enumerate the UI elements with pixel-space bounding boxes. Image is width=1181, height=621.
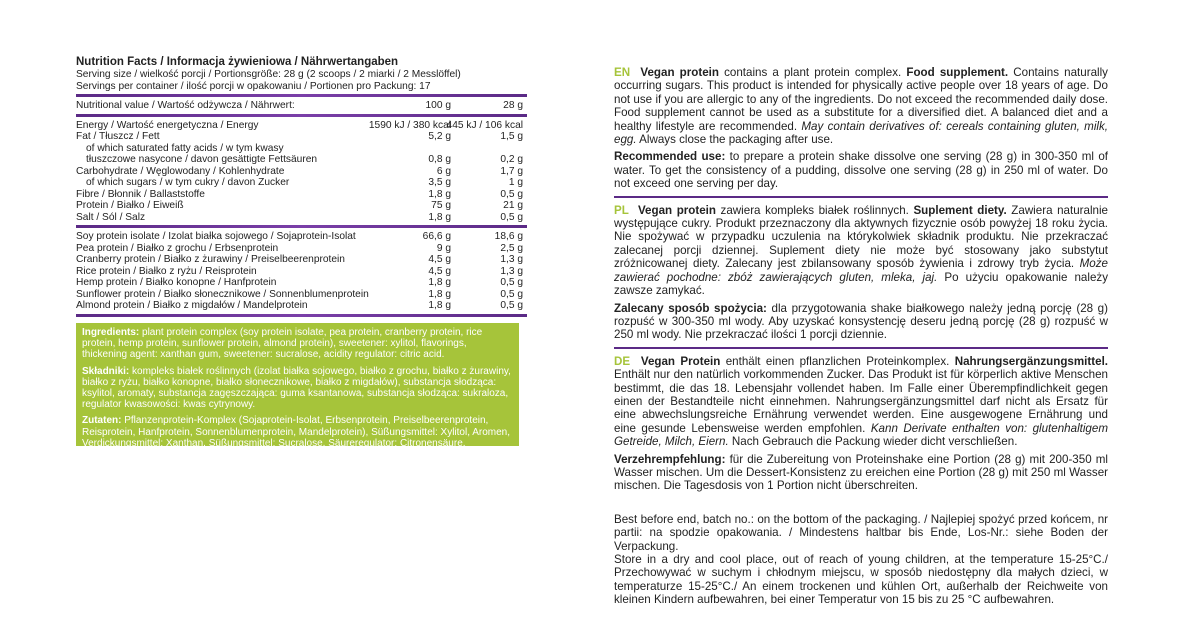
divider	[76, 314, 527, 317]
row-col1: 75 g	[431, 200, 451, 211]
desc-text: Nach Gebrauch die Packung wieder dicht verschließen.	[728, 435, 1018, 449]
pl-description	[614, 204, 1108, 298]
ingredients-pl-text: kompleks białek roślinnych (izolat białka sojowego, białko z grochu, białko z żurawiny, białko z ryżu, białko konopne, białko słonecznikowe, białko z migdałów), substancja słodząca: ksylitol, aromaty, substancja zagęszczająca: guma ksantanowa, substancja słodząca: sukraloza, regulator kwasowości: kwas cytrynowy.	[82, 365, 511, 411]
ingredients-pl	[82, 366, 513, 411]
row-label: Carbohydrate / Węglowodany / Kohlenhydrate	[76, 165, 285, 177]
table-row	[76, 189, 527, 201]
header-col2: 28 g	[503, 100, 523, 111]
nutrition-facts	[76, 56, 527, 320]
row-label: Cranberry protein / Białko z żurawiny / Preiselbeerenprotein	[76, 254, 345, 265]
ingredients-de	[82, 415, 513, 449]
row-col1: 9 g	[436, 242, 451, 254]
use-text: to prepare a protein shake dissolve one serving (28 g) in 300-350 ml of water. To get the consistency of a pudding, dissolve one serving (28 g) in 250 ml of water. Do not exceed one serving per day.	[614, 150, 1108, 191]
row-col2: 445 kJ / 106 kcal	[446, 119, 523, 131]
ingredients-de-label: Zutaten:	[82, 415, 122, 427]
row-col1: 66,6 g	[422, 231, 451, 242]
row-col2: 0,2 g	[500, 154, 523, 165]
table-row	[76, 243, 527, 255]
desc-text: Enthält nur den natürlich vorkommenden Zucker. Das Produkt ist für körperlich aktive Menschen bestimmt, die das 18. Lebensjahr vollendet haben. Im Falle einer Überempfindlichkeit gegen einen der Bestandteile nicht einnehmen. Nahrungsergänzungsmittel darf nicht als Ersatz für eine abwechslungsreiche Ernährung verwendet werden. Eine ausgewogene Ernährung und eine gesunde Lebensweise werden empfohlen.	[614, 368, 1108, 435]
row-label: Sunflower protein / Białko słonecznikowe / Sonnenblumenprotein	[76, 288, 369, 300]
supplement-label: Suplement diety.	[913, 203, 1007, 217]
desc-text: Po użyciu opakowanie należy zawsze zamykać.	[614, 270, 1108, 298]
divider	[76, 114, 527, 117]
ingredients-de-text: Pflanzenprotein-Komplex (Sojaprotein-Isolat, Erbsenprotein, Preiselbeerenprotein, Reisprotein, Hanfprotein, Sonnenblumenprotein, Mandelprotein), Süßungsmittel: Xylitol, Aromen, Verdickungsmittel: Xanthan, Süßungsmittel: Sucralose, Säureregulator: Citronensäure.	[82, 415, 511, 449]
row-label: Salt / Sól / Salz	[76, 211, 146, 223]
nutrition-title: Nutrition Facts / Informacja żywieniowa / Nährwertangaben	[76, 56, 399, 68]
row-col2: 1,5 g	[500, 131, 523, 142]
row-col2: 0,5 g	[500, 288, 523, 300]
lang-code-de: DE	[614, 354, 631, 368]
table-row	[76, 154, 527, 166]
supplement-label: Nahrungsergänzungsmittel.	[954, 354, 1109, 368]
product-name: Vegan Protein	[640, 354, 721, 368]
row-label: Rice protein / Białko z ryżu / Reisprotein	[76, 265, 257, 277]
row-col2: 0,5 g	[500, 211, 523, 223]
table-row	[76, 200, 527, 212]
row-col2: 18,6 g	[494, 231, 523, 242]
lang-code-pl: PL	[614, 203, 629, 217]
desc-text: zawiera kompleks białek roślinnych.	[715, 203, 914, 217]
row-col1: 1,8 g	[428, 211, 451, 223]
table-row	[76, 120, 527, 132]
row-label: of which sugars / w tym cukry / davon Zucker	[86, 177, 290, 188]
table-row	[76, 131, 527, 143]
use-text: dla przygotowania shake białkowego należy jedną porcję (28 g) rozpuść w 300-350 ml wody. Aby uzyskać konsystencję deseru jedną porcję (28 g) rozpuść w 250 ml wody. Nie przekraczać ilości 1 porcji dziennie.	[614, 301, 1108, 342]
row-label: Fibre / Błonnik / Ballaststoffe	[76, 188, 205, 200]
row-label: Almond protein / Białko z migdałów / Mandelprotein	[76, 300, 308, 311]
supplement-label: Food supplement.	[906, 66, 1009, 79]
row-col2: 0,5 g	[500, 188, 523, 200]
divider	[76, 94, 527, 97]
row-col1: 6 g	[436, 165, 451, 177]
ingredients-en	[82, 327, 513, 361]
product-name: Vegan protein	[637, 203, 716, 217]
table-header	[76, 100, 527, 112]
best-before: Best before end, batch no.: on the bottom of the packaging. / Najlepiej spożyć przed końcem, nr partii: na spodzie opakowania. / Mindestens haltbar bis Ende, Los-Nr.: siehe Boden der Verpackung.	[614, 512, 1108, 553]
row-col1: 1,8 g	[428, 288, 451, 300]
row-col1: 1590 kJ / 380 kcal	[368, 119, 451, 131]
ingredients-pl-label: Składniki:	[82, 365, 130, 377]
row-col1: 3,5 g	[428, 177, 451, 188]
row-col1: 5,2 g	[428, 131, 451, 142]
row-col2: 21 g	[503, 200, 523, 211]
en-description	[614, 66, 1108, 146]
pl-recommended-use	[614, 302, 1108, 342]
divider	[614, 347, 1108, 349]
desc-text: enthält einen pflanzlichen Proteinkomplex.	[720, 354, 955, 368]
use-text: für die Zubereitung von Proteinshake eine Portion (28 g) mit 200-350 ml Wasser mischen. Um die Dessert-Konsistenz zu ereichen eine Portion (28 g) mit 250 ml Wasser mischen. Die Tagesdosis von 1 Portion nicht überschreiten.	[614, 452, 1108, 493]
row-label: Protein / Białko / Eiweiß	[76, 200, 184, 211]
row-col1: 4,5 g	[428, 265, 451, 277]
lang-code-en: EN	[614, 66, 631, 79]
table-row	[76, 212, 527, 224]
ingredients-en-label: Ingredients:	[82, 327, 140, 338]
product-name: Vegan protein	[640, 66, 719, 79]
table-row	[76, 289, 527, 301]
row-label: Pea protein / Białko z grochu / Erbsenprotein	[76, 242, 279, 254]
ingredients-en-text: plant protein complex (soy protein isolate, pea protein, cranberry protein, rice protein, hemp protein, sunflower protein, almond protein), sweetener: xylitol, flavorings, thickening agent: xanthan gum, sweetener: sucralose, acidity regulator: citric acid.	[82, 327, 483, 361]
en-recommended-use	[614, 150, 1108, 190]
row-col2: 1 g	[508, 177, 523, 188]
row-col2: 0,5 g	[500, 300, 523, 311]
header-col1: 100 g	[425, 100, 451, 111]
row-col2: 1,3 g	[500, 254, 523, 265]
use-label: Zalecany sposób spożycia:	[614, 301, 767, 315]
desc-text: contains a plant protein complex.	[718, 66, 907, 79]
storage-info	[614, 513, 1108, 607]
allergen-note: Może zawierać pochodne: zbóż zawierających gluten, mleka, jaj.	[614, 257, 1108, 284]
row-label: Soy protein isolate / Izolat białka sojowego / Sojaprotein-Isolat	[76, 231, 356, 242]
row-label: tłuszczowe nasycone / davon gesättigte Fettsäuren	[86, 154, 318, 165]
use-label: Recommended use:	[614, 150, 726, 164]
table-row	[76, 177, 527, 189]
row-col1: 1,8 g	[428, 188, 451, 200]
description-column	[614, 66, 1108, 607]
row-label: Energy / Wartość energetyczna / Energy	[76, 119, 259, 131]
allergen-note: Kann Derivate enthalten von: glutenhaltigem Getreide, Milch, Eiern.	[614, 421, 1108, 449]
desc-text: Contains naturally occurring sugars. This product is intended for physically active people over 18 years of age. Do not use if you are allergic to any of the ingredients. Do not exceed the recommended daily dose. Food supplement cannot be used as a substitute for a diversified diet. A balanced diet and a healthy lifestyle are recommended.	[614, 66, 1108, 133]
row-col1: 4,5 g	[428, 254, 451, 265]
table-row	[76, 277, 527, 289]
row-label: Hemp protein / Białko konopne / Hanfprotein	[76, 277, 277, 288]
table-row	[76, 231, 527, 243]
row-col2: 1,3 g	[500, 265, 523, 277]
table-row	[76, 254, 527, 266]
row-col1: 0,8 g	[428, 154, 451, 165]
serving-size: Serving size / wielkość porcji / Portionsgröße: 28 g (2 scoops / 2 miarki / 2 Messlöffel)	[76, 69, 461, 80]
desc-text: Zawiera naturalnie występujące cukry. Produkt przeznaczony dla aktywnych fizycznie osób powyżej 18 roku życia. Nie spożywać w przypadku uczulenia na którykolwiek składnik produktu. Nie przekraczać zalecanej porcji dziennej. Suplement diety nie może być stosowany jako substytut zróżnicowanej diety. Zalecany jest zbilansowany sposób żywienia i zdrowy tryb życia.	[614, 203, 1109, 271]
ingredients-box	[76, 323, 519, 449]
row-col2: 2,5 g	[500, 242, 523, 254]
row-col2: 1,7 g	[500, 165, 523, 177]
table-row	[76, 143, 527, 155]
row-label: of which saturated fatty acids / w tym kwasy	[86, 142, 284, 154]
servings-per-container: Servings per container / ilość porcji w opakowaniu / Portionen pro Packung: 17	[76, 80, 431, 92]
use-label: Verzehrempfehlung:	[614, 452, 726, 466]
desc-text: Always close the packaging after use.	[636, 133, 834, 147]
table-row	[76, 300, 527, 312]
storage-text: Store in a dry and cool place, out of reach of young children, at the temperature 15-25°C./ Przechowywać w suchym i chłodnym miejscu, w sposób niedostępny dla małych dzieci, w temperaturze 15-25°C./ An einem trockenen und kühlen Ort, außerhalb der Reichweite von kleinen Kindern aufbewahren, bei einer Temperatur von 15 bis zu 25 °C aufbewahren.	[614, 553, 1108, 607]
row-col2: 0,5 g	[500, 277, 523, 288]
divider	[614, 196, 1108, 198]
table-row	[76, 166, 527, 178]
header-label: Nutritional value / Wartość odżywcza / Nährwert:	[76, 100, 295, 111]
allergen-note: May contain derivatives of: cereals containing gluten, milk, egg.	[614, 119, 1109, 147]
table-row	[76, 266, 527, 278]
row-label: Fat / Tłuszcz / Fett	[76, 131, 160, 142]
row-col1: 1,8 g	[428, 277, 451, 288]
row-col1: 1,8 g	[428, 300, 451, 311]
de-description	[614, 355, 1108, 449]
de-recommended-use	[614, 453, 1108, 493]
divider	[76, 225, 527, 228]
